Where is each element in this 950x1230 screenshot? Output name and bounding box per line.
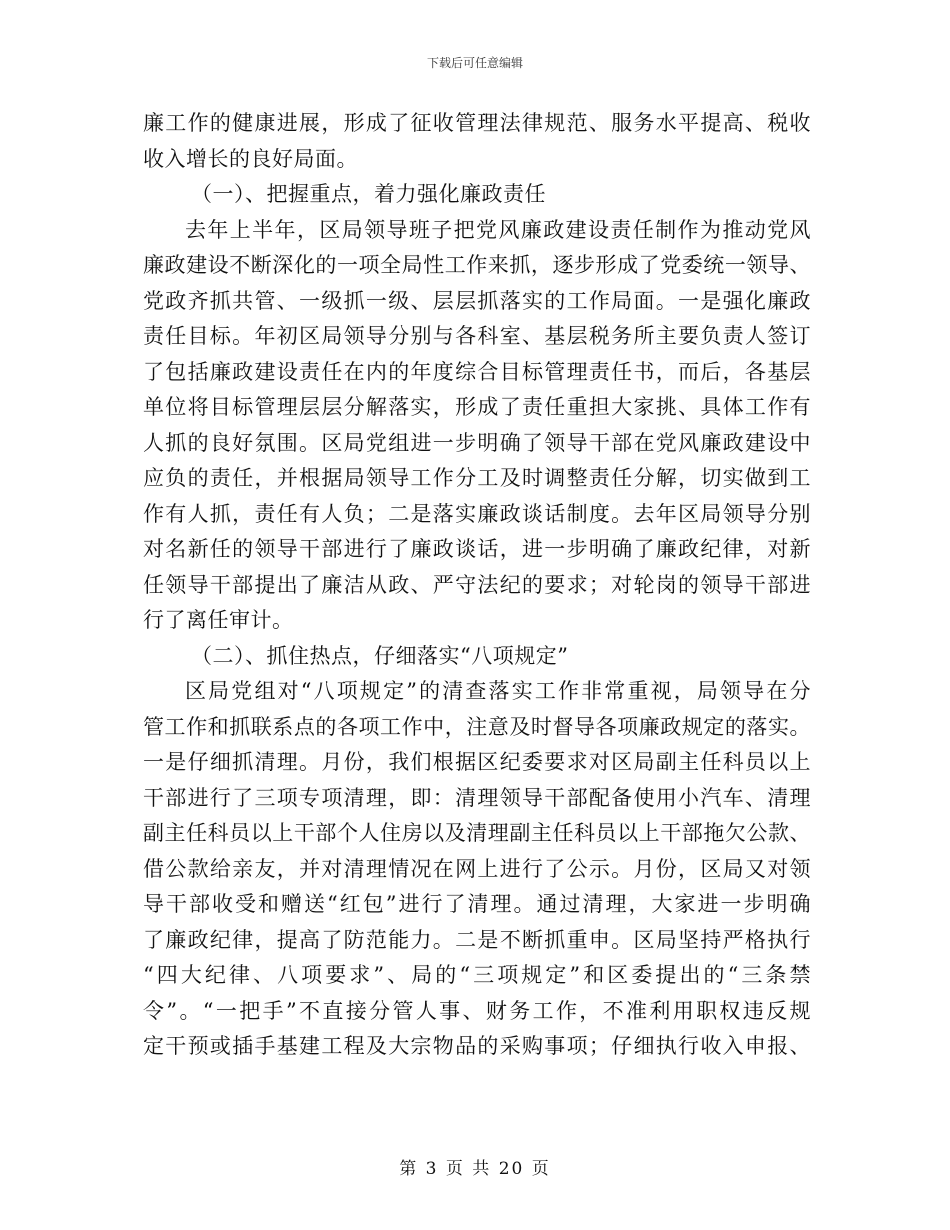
text-line: 管工作和抓联系点的各项工作中，注意及时督导各项廉政规定的落实。 bbox=[143, 714, 811, 739]
text-line: 党政齐抓共管、一级抓一级、层层抓落实的工作局面。一是强化廉政 bbox=[143, 288, 811, 313]
text-line: 借公款给亲友，并对清理情况在网上进行了公示。月份，区局又对领 bbox=[143, 856, 811, 881]
document-body bbox=[143, 106, 811, 1065]
text-line: 干部进行了三项专项清理，即：清理领导干部配备使用小汽车、清理 bbox=[143, 785, 811, 810]
text-line: 对名新任的领导干部进行了廉政谈话，进一步明确了廉政纪律，对新 bbox=[143, 537, 811, 561]
text-line: 任领导干部提出了廉洁从政、严守法纪的要求；对轮岗的领导干部进 bbox=[143, 572, 811, 597]
page-number-footer: 第 3 页 共 20 页 bbox=[399, 1159, 551, 1179]
text-line: 了廉政纪律，提高了防范能力。二是不断抓重申。区局坚持严格执行 bbox=[143, 927, 811, 952]
text-line: 应负的责任，并根据局领导工作分工及时调整责任分解，切实做到工 bbox=[143, 466, 811, 490]
text-line: 区局党组对“八项规定”的清查落实工作非常重视，局领导在分 bbox=[185, 679, 811, 703]
text-line: 导干部收受和赠送“红包”进行了清理。通过清理，大家进一步明确 bbox=[143, 892, 811, 916]
section-heading: （一）、把握重点，着力强化廉政责任 bbox=[191, 182, 546, 206]
text-line: 去年上半年，区局领导班子把党风廉政建设责任制作为推动党风 bbox=[185, 217, 811, 242]
text-line: 令”。“一把手”不直接分管人事、财务工作，不准利用职权违反规 bbox=[143, 998, 811, 1023]
text-line: 收入增长的良好局面。 bbox=[143, 146, 358, 171]
text-line: “四大纪律、八项要求”、局的“三项规定”和区委提出的“三条禁 bbox=[143, 963, 811, 987]
text-line: 责任目标。年初区局领导分别与各科室、基层税务所主要负责人签订 bbox=[143, 324, 811, 348]
text-line: 副主任科员以上干部个人住房以及清理副主任科员以上干部拖欠公款、 bbox=[143, 821, 811, 845]
text-line: 廉工作的健康进展，形成了征收管理法律规范、服务水平提高、税收 bbox=[143, 111, 811, 135]
section-heading: （二）、抓住热点，仔细落实“八项规定” bbox=[191, 643, 569, 668]
text-line: 单位将目标管理层层分解落实，形成了责任重担大家挑、具体工作有 bbox=[143, 395, 811, 419]
text-line: 了包括廉政建设责任在内的年度综合目标管理责任书，而后，各基层 bbox=[143, 359, 811, 384]
text-line: 一是仔细抓清理。月份，我们根据区纪委要求对区局副主任科员以上 bbox=[143, 750, 811, 774]
text-line: 定干预或插手基建工程及大宗物品的采购事项；仔细执行收入申报、 bbox=[143, 1034, 811, 1058]
text-line: 行了离任审计。 bbox=[143, 608, 294, 632]
text-line: 人抓的良好氛围。区局党组进一步明确了领导干部在党风廉政建设中 bbox=[143, 430, 811, 455]
text-line: 作有人抓，责任有人负；二是落实廉政谈话制度。去年区局领导分别 bbox=[143, 501, 811, 526]
text-line: 廉政建设不断深化的一项全局性工作来抓，逐步形成了党委统一领导、 bbox=[143, 253, 811, 277]
page-header: 下载后可任意编辑 bbox=[426, 56, 523, 70]
